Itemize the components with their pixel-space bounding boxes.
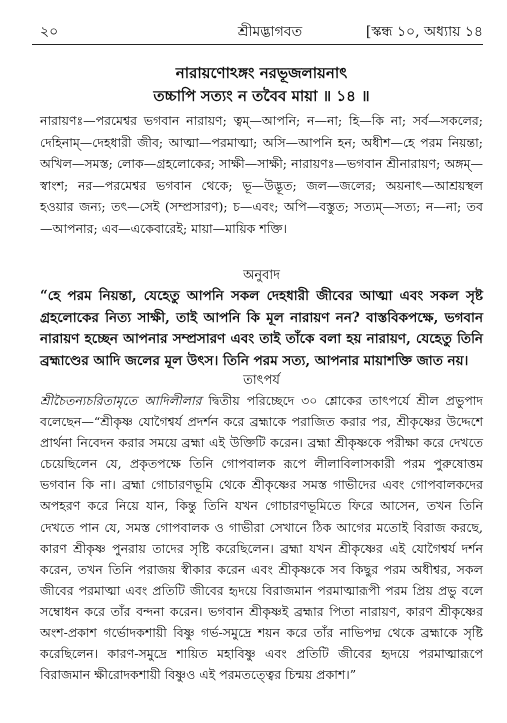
verse-block (40, 62, 483, 108)
chapter-reference: [স্কন্ধ ১০, অধ্যায় ১৪ (365, 24, 483, 40)
purport-heading: তাৎপর্য (243, 373, 280, 388)
purport-paragraph (40, 390, 483, 685)
purport-block (40, 390, 483, 685)
page-header (40, 20, 483, 42)
book-title: শ্রীমদ্ভাগবত (237, 24, 303, 40)
word-meanings (40, 110, 483, 240)
verse-line-2: তচ্চাপি সত্যং ন তবৈব মায়া ॥ ১৪ ॥ (153, 87, 370, 105)
verse-line-1: নারায়ণোঽঙ্গং নরভূজলায়নাৎ (175, 64, 348, 82)
translation-heading: অনুবাদ (243, 268, 280, 283)
word-meanings-text: নারায়ণঃ—পরমেশ্বর ভগবান নারায়ণ; ত্বম্—আপনি; ন—না; হি—কি না; সর্ব—সকলের; দেহিনাম্—দেহধারী জীব; আত্মা—পরমাত্মা; অসি—আপনি হন; অধীশ—হে পরম নিয়ন্তা; অখিল—সমস্ত; লোক—গ্রহলোকের; সাক্ষী—সাক্ষী; নারায়ণঃ—ভগবান শ্রীনারায়ণ; অঙ্গম্—স্বাংশ; নর—পরমেশ্বর ভগবান থেকে; ভূ—উদ্ভূত; জল—জলের; অয়নাৎ—আশ্রয়স্থল হওয়ার জন্য; তৎ—সেই (সম্প্রসারণ); চ—এবং; অপি—বস্তুত; সত্যম্—সত্য; ন—না; তব—আপনার; এব—একেবারেই; মায়া—মায়িক শক্তি। (40, 113, 483, 236)
translation-text: “হে পরম নিয়ন্তা, যেহেতু আপনি সকল দেহধারী জীবের আত্মা এবং সকল সৃষ্ট গ্রহলোকের নিত্য সাক্ষী, তাই আপনি কি মূল নারায়ণ নন? বাস্তবিকপক্ষে, ভগবান নারায়ণ হচ্ছেন আপনার সম্প্রসারণ এবং তাই তাঁকে বলা হয় নারায়ণ, যেহেতু তিনি ব্রহ্মাণ্ডের আদি জলের মূল উৎস। তিনি পরম সত্য, আপনার মায়াশক্তি জাত নয়। (40, 288, 483, 369)
page-number: ২০ (40, 24, 59, 40)
purport-source-title: শ্রীচৈতন্যচরিতামৃতে আদিলীলার (40, 393, 202, 408)
purport-text: দ্বিতীয় পরিচ্ছেদে ৩০ শ্লোকের তাৎপর্যে শ্রীল প্রভুপাদ বলেছেন—“শ্রীকৃষ্ণ যোগৈশ্বর্য প্রদর্শন করে ব্রহ্মাকে পরাজিত করার পর, শ্রীকৃষ্ণের উদ্দেশে প্রার্থনা নিবেদন করার সময়ে ব্রহ্মা এই উক্তিটি করেন। ব্রহ্মা শ্রীকৃষ্ণকে পরীক্ষা করে দেখতে চেয়েছিলেন যে, প্রকৃতপক্ষে তিনি গোপবালক রূপে লীলাবিলাসকারী পরম পুরুষোত্তম ভগবান কি না। ব্রহ্মা গোচারণভূমি থেকে শ্রীকৃষ্ণের সমস্ত গাভীদের এবং গোপবালকদের অপহরণ করে নিয়ে যান, কিন্তু তিনি যখন গোচারণভূমিতে ফিরে আসেন, তখন তিনি দেখতে পান যে, সমস্ত গোপবালক ও গাভীরা সেখানে ঠিক আগের মতোই বিরাজ করছে, কারণ শ্রীকৃষ্ণ পুনরায় তাদের সৃষ্টি করেছিলেন। ব্রহ্মা যখন শ্রীকৃষ্ণের এই যোগৈশ্বর্য দর্শন করেন, তখন তিনি পরাজয় স্বীকার করেন এবং শ্রীকৃষ্ণকে সব কিছুর পরম অধীশ্বর, সকল জীবের পরমাত্মা এবং প্রতিটি জীবের হৃদয়ে বিরাজমান পরমাত্মারূপী পরম প্রিয় প্রভু বলে সম্বোধন করে তাঁর বন্দনা করেন। ভগবান শ্রীকৃষ্ণই ব্রহ্মার পিতা নারায়ণ, কারণ শ্রীকৃষ্ণের অংশ-প্রকাশ গর্ভোদকশায়ী বিষ্ণু গর্ভ-সমুদ্রে শয়ন করে তাঁর নাভিপদ্ম থেকে ব্রহ্মাকে সৃষ্টি করেছিলেন। কারণ-সমুদ্রে শায়িত মহাবিষ্ণু এবং প্রতিটি জীবের হৃদয়ে পরমাত্মারূপে বিরাজমান ক্ষীরোদকশায়ী বিষ্ণুও এই পরমতত্ত্বের চিন্ময় প্রকাশ।” (40, 393, 483, 683)
header-divider (32, 44, 483, 45)
